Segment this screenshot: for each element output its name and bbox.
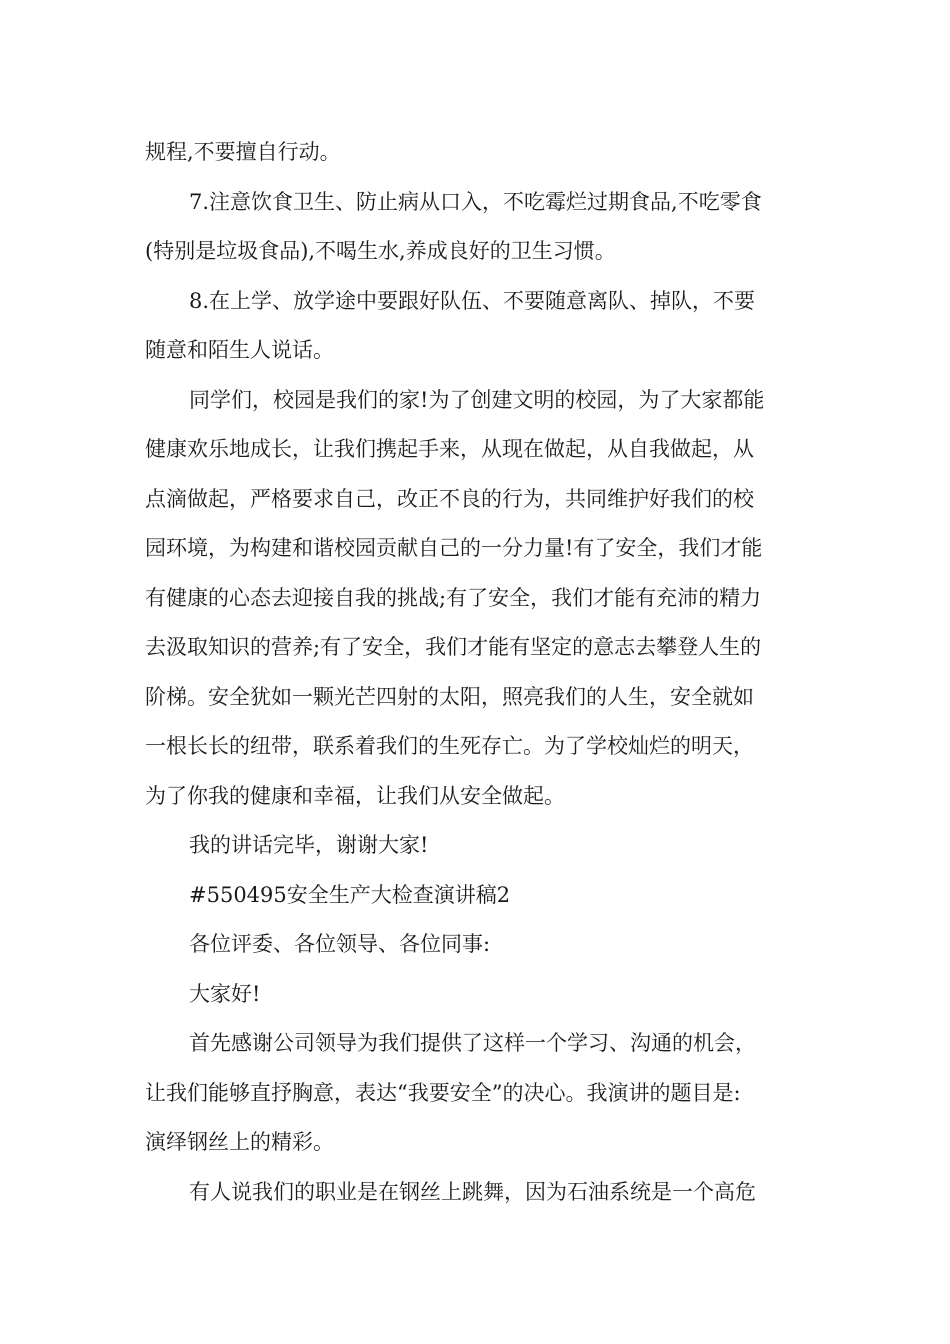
text-line: 首先感谢公司领导为我们提供了这样一个学习、沟通的机会， [189, 1031, 756, 1055]
text-line: 7.注意饮食卫生、防止病从口入，不吃霉烂过期食品,不吃零食 [189, 189, 762, 214]
text-line: 健康欢乐地成长，让我们携起手来，从现在做起，从自我做起，从 [145, 437, 754, 461]
text-line: 同学们，校园是我们的家!为了创建文明的校园，为了大家都能 [189, 387, 765, 412]
text-line: 有健康的心态去迎接自我的挑战;有了安全，我们才能有充沛的精力 [145, 585, 762, 610]
text-line: 规程,不要擅自行动。 [145, 140, 341, 164]
text-line: 演绎钢丝上的精彩。 [145, 1130, 334, 1154]
text-line: 各位评委、各位领导、各位同事: [189, 932, 491, 956]
text-line: 有人说我们的职业是在钢丝上跳舞，因为石油系统是一个高危 [189, 1179, 756, 1204]
text-line: 点滴做起，严格要求自己，改正不良的行为，共同维护好我们的校 [145, 486, 754, 511]
document-body [145, 128, 810, 1217]
text-line: 为了你我的健康和幸福，让我们从安全做起。 [145, 783, 565, 808]
text-line: 随意和陌生人说话。 [145, 338, 334, 362]
text-line: 我的讲话完毕，谢谢大家! [189, 833, 429, 857]
text-line: 一根长长的纽带，联系着我们的生死存亡。为了学校灿烂的明天， [145, 734, 754, 758]
text-line: 大家好! [189, 981, 261, 1006]
section-heading: #550495安全生产大检查演讲稿2 [189, 882, 511, 907]
text-line: 阶梯。安全犹如一颗光芒四射的太阳，照亮我们的人生，安全就如 [145, 684, 754, 709]
text-line: 去汲取知识的营养;有了安全，我们才能有坚定的意志去攀登人生的 [145, 635, 762, 659]
text-line: 让我们能够直抒胸意，表达“我要安全”的决心。我演讲的题目是: [145, 1080, 741, 1105]
text-line: 8.在上学、放学途中要跟好队伍、不要随意离队、掉队，不要 [189, 288, 756, 313]
text-line: (特别是垃圾食品),不喝生水,养成良好的卫生习惯。 [145, 239, 616, 263]
text-line: 园环境，为构建和谐校园贡献自己的一分力量!有了安全，我们才能 [145, 536, 763, 560]
